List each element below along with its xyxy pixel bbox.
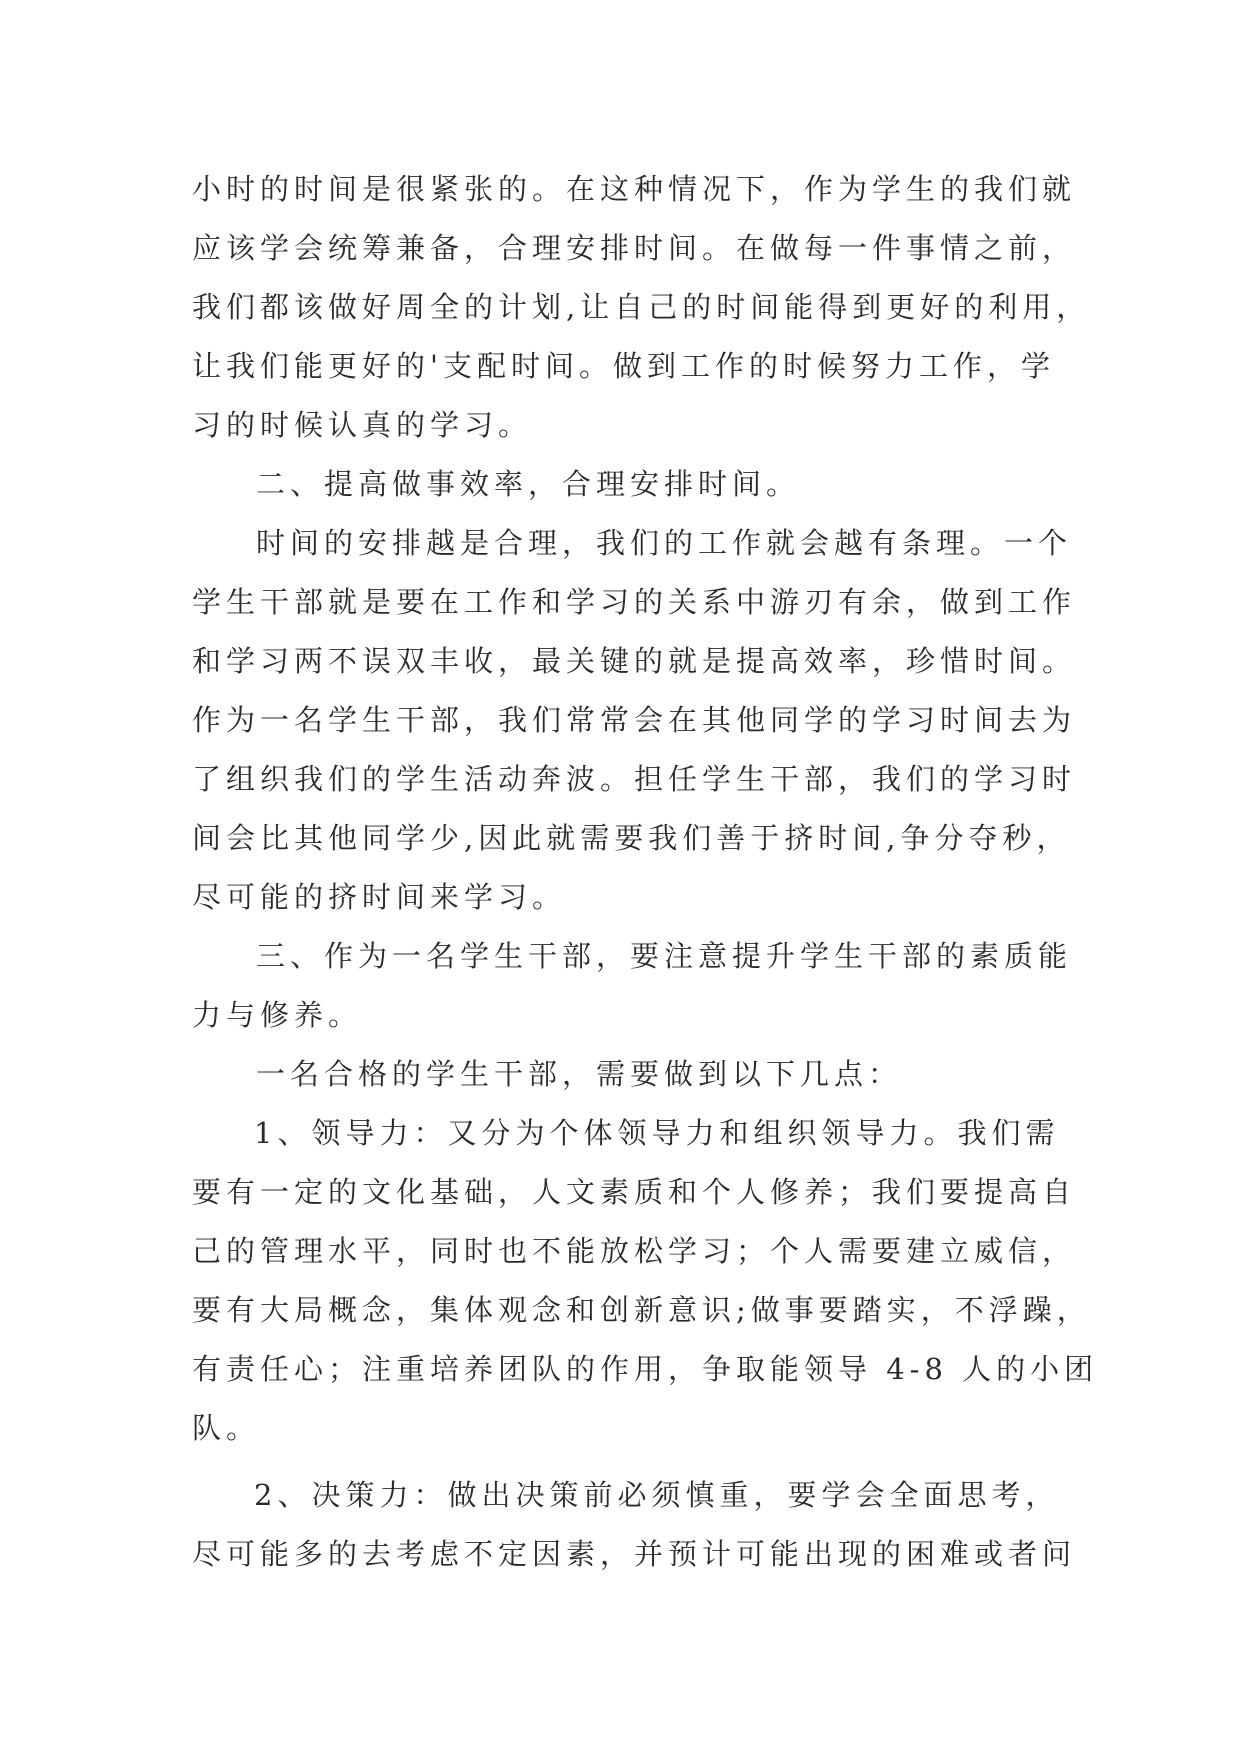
text-line: 要有大局概念，集体观念和创新意识;做事要踏实，不浮躁， [192,1293,1091,1327]
text-line: 时间的安排越是合理，我们的工作就会越有条理。一个 [256,526,1073,560]
document-body [192,160,1099,1584]
text-line: 让我们能更好的'支配时间。做到工作的时候努力工作，学 [192,349,1055,383]
text-line: 尽可能的挤时间来学习。 [192,880,567,914]
text-line: 我们都该做好周全的计划,让自己的时间能得到更好的利用， [192,290,1091,324]
text-line: 了组织我们的学生活动奔波。担任学生干部，我们的学习时 [192,762,1077,796]
text-line: 作为一名学生干部，我们常常会在其他同学的学习时间去为 [192,703,1077,737]
text-line: 习的时候认真的学习。 [192,408,533,442]
text-line: 要有一定的文化基础，人文素质和个人修养；我们要提高自 [192,1175,1077,1209]
section-heading: 三、作为一名学生干部，要注意提升学生干部的素质能 [256,939,1073,973]
section-heading: 二、提高做事效率，合理安排时间。 [256,467,801,501]
text-line: 有责任心；注重培养团队的作用，争取能领导 4-8 人的小团 [192,1352,1099,1386]
text-line: 间会比其他同学少,因此就需要我们善于挤时间,争分夺秒， [192,821,1071,855]
text-line: 尽可能多的去考虑不定因素，并预计可能出现的困难或者问 [192,1537,1077,1571]
text-line: 一名合格的学生干部，需要做到以下几点： [256,1057,903,1091]
text-line: 和学习两不误双丰收，最关键的就是提高效率，珍惜时间。 [192,644,1077,678]
text-line: 学生干部就是要在工作和学习的关系中游刃有余，做到工作 [192,585,1077,619]
text-line: 应该学会统筹兼备，合理安排时间。在做每一件事情之前， [192,231,1077,265]
text-line: 队。 [192,1411,261,1445]
text-line: 己的管理水平，同时也不能放松学习；个人需要建立威信， [192,1234,1077,1268]
text-line: 力与修养。 [192,998,363,1032]
list-item-line: 1、领导力：又分为个体领导力和组织领导力。我们需 [254,1116,1060,1150]
list-item-line: 2、决策力：做出决策前必须慎重，要学会全面思考， [254,1478,1060,1512]
text-line: 小时的时间是很紧张的。在这种情况下，作为学生的我们就 [192,172,1077,206]
